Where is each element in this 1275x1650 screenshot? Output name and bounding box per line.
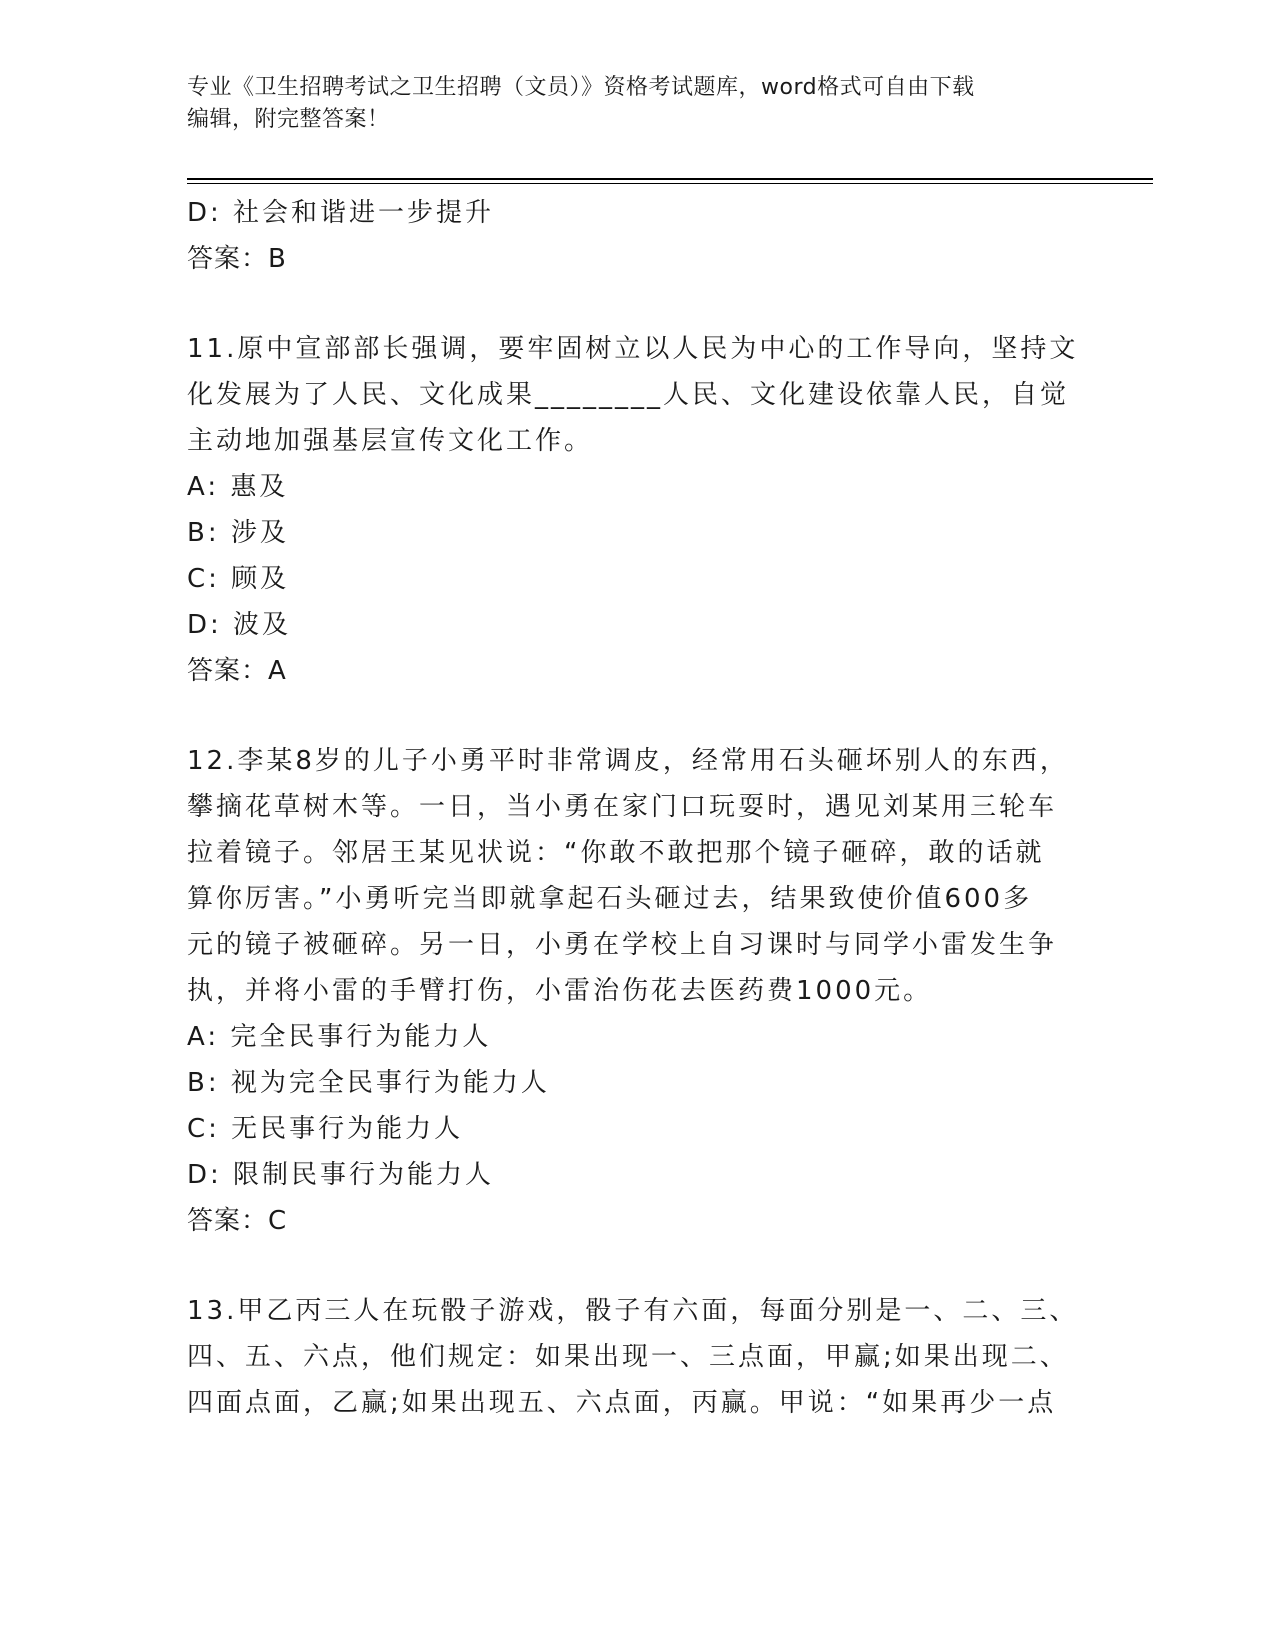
question-stem-line: 主动地加强基层宣传文化工作。 [187,426,594,456]
option-c: C: 无民事行为能力人 [187,1114,464,1144]
question-stem-line: 13.甲乙丙三人在玩骰子游戏，骰子有六面，每面分别是一、二、三、 [187,1296,1079,1326]
question-content [187,190,1087,1426]
spacer [187,1244,1087,1288]
spacer [187,694,1087,738]
previous-question-tail [187,190,1087,282]
question-stem-line: 化发展为了人民、文化成果________人民、文化建设依靠人民，自觉 [187,380,1070,410]
question-stem-line: 攀摘花草树木等。一日，当小勇在家门口玩耍时，遇见刘某用三轮车 [187,792,1058,822]
header-line-2: 编辑，附完整答案！ [187,107,390,132]
option-d: D: 社会和谐进一步提升 [187,198,495,228]
question-stem-line: 12.李某8岁的儿子小勇平时非常调皮，经常用石头砸坏别人的东西， [187,746,1069,776]
question-stem-line: 算你厉害。”小勇听完当即就拿起石头砸过去，结果致使价值600多 [187,884,1033,914]
question-13 [187,1288,1087,1426]
question-11 [187,326,1087,694]
spacer [187,282,1087,326]
question-stem-line: 元的镜子被砸碎。另一日，小勇在学校上自习课时与同学小雷发生争 [187,930,1058,960]
header-rule-thin [187,183,1153,184]
option-b: B: 视为完全民事行为能力人 [187,1068,550,1098]
option-b: B: 涉及 [187,518,289,548]
page-header [187,72,1067,136]
question-stem-line: 四、五、六点，他们规定：如果出现一、三点面，甲赢;如果出现二、 [187,1342,1069,1372]
question-stem-line: 四面点面，乙赢;如果出现五、六点面，丙赢。甲说：“如果再少一点 [187,1388,1057,1418]
option-d: D: 限制民事行为能力人 [187,1160,495,1190]
option-d: D: 波及 [187,610,292,640]
question-stem-line: 拉着镜子。邻居王某见状说：“你敢不敢把那个镜子砸碎，敢的话就 [187,838,1045,868]
question-stem-line: 11.原中宣部部长强调，要牢固树立以人民为中心的工作导向，坚持文 [187,334,1079,364]
question-stem-line: 执，并将小雷的手臂打伤，小雷治伤花去医药费1000元。 [187,976,933,1006]
question-12 [187,738,1087,1244]
answer-line: 答案：A [187,656,287,686]
answer-line: 答案：B [187,244,287,274]
header-rule [187,178,1153,180]
option-a: A: 惠及 [187,472,289,502]
option-c: C: 顾及 [187,564,290,594]
header-line-1: 专业《卫生招聘考试之卫生招聘（文员）》资格考试题库，word格式可自由下载 [187,75,975,100]
answer-line: 答案：C [187,1206,288,1236]
option-a: A: 完全民事行为能力人 [187,1022,492,1052]
